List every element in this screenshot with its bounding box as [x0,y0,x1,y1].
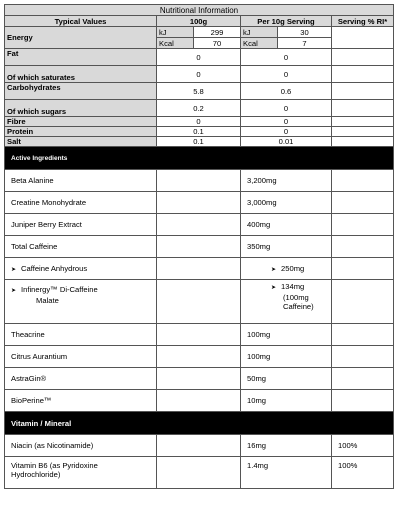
header-row [5,16,394,27]
ingredient-row [5,170,394,192]
ingredient-ri [332,170,394,192]
ingredient-amount: 10mg [241,390,332,412]
ingredient-amount: 350mg [241,236,332,258]
sub-ingredient-ri [332,258,394,280]
nutrient-serving: 0 [241,49,332,66]
nutrient-100g: 0 [157,66,241,83]
ingredient-amount: 100mg [241,324,332,346]
ingredient-ri [332,214,394,236]
header-typical-values: Typical Values [5,16,157,27]
nutrient-serving: 0.01 [241,137,332,147]
nutrient-label: Fat [5,49,157,66]
sub-ingredient-amount: ➤ 250mg [241,258,332,280]
ingredient-amount: 3,000mg [241,192,332,214]
sub-ingredient-row [5,258,394,280]
arrow-bullet-icon: ➤ [271,267,277,273]
vitamin-header-row [5,412,394,435]
ingredient-ri [332,368,394,390]
nutrient-label: Salt [5,137,157,147]
ingredient-row [5,192,394,214]
nutrient-row [5,100,394,117]
ingredient-name: BioPerine™ [5,390,157,412]
vitamin-amount: 1.4mg [241,457,332,489]
arrow-bullet-icon: ➤ [271,285,277,291]
nutrient-label: Of which sugars [5,100,157,117]
nutrient-ri [332,127,394,137]
energy-kj-label-100g: kJ [157,27,194,38]
sub-ingredient-name: ➤ Infinergy™ Di-Caffeine Malate [5,280,157,324]
ingredient-name: Beta Alanine [5,170,157,192]
ingredient-ri [332,346,394,368]
sub-ingredient-100g [157,280,241,324]
nutrient-row [5,49,394,66]
vitamin-100g [157,457,241,489]
sub-ingredient-amount: ➤ 134mg (100mg Caffeine) [241,280,332,324]
ingredient-100g [157,170,241,192]
nutrient-ri [332,117,394,127]
energy-kcal-label-100g: Kcal [157,38,194,49]
arrow-bullet-icon: ➤ [11,288,17,294]
ingredient-row [5,368,394,390]
energy-kcal-100g: 70 [194,38,241,49]
ingredient-row [5,346,394,368]
ingredient-name: Total Caffeine [5,236,157,258]
energy-row-kj [5,27,394,38]
nutrient-100g: 0.2 [157,100,241,117]
ingredient-100g [157,236,241,258]
vitamin-name: Vitamin B6 (as Pyridoxine Hydrochloride) [5,457,157,489]
energy-kcal-serving: 7 [278,38,332,49]
header-per-serving: Per 10g Serving [241,16,332,27]
ingredient-100g [157,368,241,390]
ingredient-100g [157,214,241,236]
sub-ingredient-name: ➤ Caffeine Anhydrous [5,258,157,280]
nutrient-100g: 0.1 [157,137,241,147]
vitamin-header: Vitamin / Mineral [5,412,394,435]
vitamin-ri: 100% [332,435,394,457]
nutrient-row [5,127,394,137]
ingredient-name: Citrus Aurantium [5,346,157,368]
vitamin-row [5,435,394,457]
nutrient-ri [332,83,394,100]
nutrient-100g: 0.1 [157,127,241,137]
ingredient-name: AstraGin® [5,368,157,390]
vitamin-ri: 100% [332,457,394,489]
nutrient-label: Protein [5,127,157,137]
ingredient-amount: 400mg [241,214,332,236]
nutrient-label: Of which saturates [5,66,157,83]
ingredient-name: Juniper Berry Extract [5,214,157,236]
nutrient-ri [332,100,394,117]
ingredient-row [5,236,394,258]
nutrient-100g: 5.8 [157,83,241,100]
nutrient-serving: 0 [241,66,332,83]
energy-kj-label-serving: kJ [241,27,278,38]
ingredient-ri [332,324,394,346]
sub-ingredient-ri [332,280,394,324]
ingredient-100g [157,324,241,346]
ingredient-100g [157,192,241,214]
nutrient-label: Carbohydrates [5,83,157,100]
nutrient-100g: 0 [157,117,241,127]
nutrient-ri [332,137,394,147]
vitamin-100g [157,435,241,457]
active-ingredients-header: Active Ingredients [5,147,394,170]
sub-ingredient-row [5,280,394,324]
ingredient-name: Creatine Monohydrate [5,192,157,214]
nutrient-row [5,83,394,100]
nutrient-ri [332,49,394,66]
nutrient-row [5,66,394,83]
ingredient-row [5,214,394,236]
vitamin-name: Niacin (as Nicotinamide) [5,435,157,457]
ingredient-row [5,390,394,412]
energy-kj-100g: 299 [194,27,241,38]
nutrient-serving: 0 [241,117,332,127]
ingredient-amount: 50mg [241,368,332,390]
ingredient-100g [157,390,241,412]
nutrient-label: Fibre [5,117,157,127]
nutrition-table [4,4,394,489]
energy-ri [332,27,394,49]
table-title: Nutritional Information [5,5,394,16]
header-100g: 100g [157,16,241,27]
ingredient-100g [157,346,241,368]
arrow-bullet-icon: ➤ [11,267,17,273]
nutrient-row [5,137,394,147]
nutrient-row [5,117,394,127]
vitamin-row [5,457,394,489]
nutrient-serving: 0 [241,100,332,117]
ingredient-ri [332,390,394,412]
ingredient-amount: 3,200mg [241,170,332,192]
ingredient-row [5,324,394,346]
ingredient-ri [332,236,394,258]
energy-label: Energy [5,27,157,49]
nutrient-serving: 0 [241,127,332,137]
energy-kcal-label-serving: Kcal [241,38,278,49]
sub-ingredient-100g [157,258,241,280]
ingredient-name: Theacrine [5,324,157,346]
energy-kj-serving: 30 [278,27,332,38]
ingredient-amount: 100mg [241,346,332,368]
active-ingredients-header-row [5,147,394,170]
vitamin-amount: 16mg [241,435,332,457]
nutrient-100g: 0 [157,49,241,66]
nutrient-serving: 0.6 [241,83,332,100]
nutrition-table-container [4,4,393,489]
ingredient-ri [332,192,394,214]
header-ri: Serving % RI* [332,16,394,27]
nutrient-ri [332,66,394,83]
